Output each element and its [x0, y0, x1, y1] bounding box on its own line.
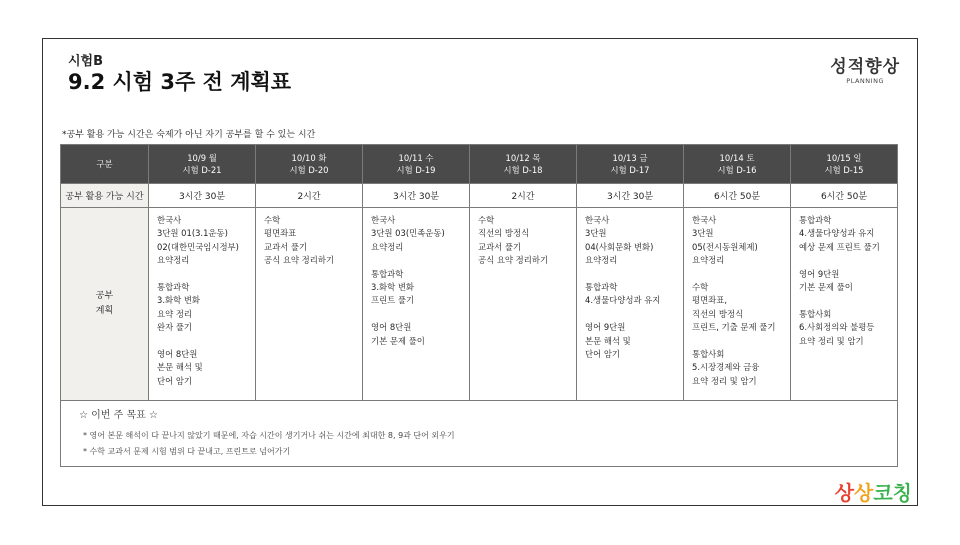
day-dday: 시험 D-18 [503, 165, 543, 175]
plan-cell [363, 208, 470, 401]
plan-line: 영어 8단원 [371, 322, 412, 333]
day-date: 10/12 목 [505, 153, 541, 163]
plan-line: 4.생물다양성과 유지 [585, 295, 661, 306]
day-header [577, 145, 684, 184]
day-date: 10/11 수 [398, 153, 434, 163]
plan-line: 공식 요약 정리하기 [264, 255, 335, 266]
plan-line: 영어 9단원 [585, 322, 626, 333]
day-date: 10/10 화 [291, 153, 327, 163]
plan-line: 직선의 방정식 [478, 228, 530, 239]
plan-line: 직선의 방정식 [692, 308, 744, 319]
plan-line [799, 294, 897, 307]
plan-cell [149, 208, 256, 401]
plan-line [371, 254, 469, 267]
plan-line: 한국사 [371, 215, 396, 225]
plan-line: 한국사 [157, 215, 182, 225]
plan-line: 완자 풀기 [157, 322, 193, 333]
plan-line: 단어 암기 [585, 349, 621, 360]
logo-sub-text: PLANNING [846, 77, 884, 85]
available-time-cell: 3시간 30분 [577, 184, 684, 208]
plan-line: 요약 정리 및 암기 [799, 335, 864, 346]
available-time-cell: 3시간 30분 [363, 184, 470, 208]
brand-logo [835, 477, 912, 506]
available-time-row [61, 184, 898, 208]
plan-line: 04(사회문화 변화) [585, 241, 654, 252]
plan-line: 3단원 03(민족운동) [371, 228, 445, 239]
available-time-cell: 2시간 [470, 184, 577, 208]
plan-cell [791, 208, 898, 401]
plan-line: 영어 8단원 [157, 349, 198, 360]
plan-line: 3단원 01(3.1운동) [157, 228, 228, 239]
plan-line: 통합과학 [585, 282, 618, 293]
plan-line [692, 335, 790, 348]
day-dday: 시험 D-15 [824, 165, 864, 175]
plan-line [585, 308, 683, 321]
plan-line [692, 268, 790, 281]
day-dday: 시험 D-21 [182, 165, 222, 175]
plan-label-line: 공부 [95, 291, 114, 301]
plan-line: 교과서 풀기 [264, 241, 308, 252]
weekly-goals-box [60, 398, 898, 467]
goals-title: ☆ 이번 주 목표 ☆ [79, 410, 158, 421]
day-header [149, 145, 256, 184]
day-header [684, 145, 791, 184]
plan-cell [256, 208, 363, 401]
available-time-cell: 3시간 30분 [149, 184, 256, 208]
plan-line: 5.시장경제와 금융 [692, 362, 760, 373]
plan-line [799, 254, 897, 267]
plan-line: 프린트, 기출 문제 풀기 [692, 322, 776, 333]
available-time-cell: 6시간 50분 [684, 184, 791, 208]
study-plan-label [61, 208, 149, 401]
plan-cell [470, 208, 577, 401]
plan-line: 공식 요약 정리하기 [478, 255, 549, 266]
day-dday: 시험 D-19 [396, 165, 436, 175]
day-header [256, 145, 363, 184]
goal-item: * 영어 본문 해석이 다 끝나지 않았기 때문에, 자습 시간이 생기거나 쉬는 시간에 최대한 8, 9과 단어 외우기 [83, 431, 455, 440]
plan-line: 요약 정리 [157, 308, 193, 319]
time-note: *공부 활용 가능 시간은 숙제가 아닌 자기 공부를 할 수 있는 시간 [62, 130, 316, 140]
plan-line: 요약정리 [157, 255, 190, 266]
plan-line: 통합과학 [371, 268, 404, 279]
brand-logo-part: 상 [834, 481, 855, 505]
available-time-cell: 6시간 50분 [791, 184, 898, 208]
planning-logo [830, 52, 900, 85]
day-header [791, 145, 898, 184]
plan-cell [684, 208, 791, 401]
plan-line: 본문 해석 및 [157, 362, 203, 373]
plan-line: 3단원 [692, 228, 714, 239]
plan-line: 요약정리 [692, 255, 725, 266]
available-time-cell: 2시간 [256, 184, 363, 208]
study-plan-row [61, 208, 898, 401]
plan-line: 한국사 [692, 215, 717, 225]
day-date: 10/15 일 [826, 153, 862, 163]
plan-line: 수학 [692, 282, 709, 293]
day-date: 10/14 토 [719, 153, 755, 163]
plan-line: 통합과학 [157, 282, 190, 293]
exam-subtitle: 시험B [68, 54, 104, 69]
plan-line: 3단원 [585, 228, 607, 239]
available-time-label: 공부 활용 가능 시간 [61, 184, 149, 208]
plan-line: 평면좌표 [264, 228, 297, 239]
plan-line: 통합과학 [799, 215, 832, 225]
header-row [61, 145, 898, 184]
plan-line: 수학 [264, 215, 281, 225]
plan-label-line: 계획 [95, 306, 114, 316]
plan-line: 단어 암기 [157, 375, 193, 386]
plan-line: 예상 문제 프린트 풀기 [799, 241, 880, 252]
logo-main-text: 성적향상 [830, 57, 900, 77]
plan-line: 통합사회 [799, 308, 832, 319]
day-header [470, 145, 577, 184]
plan-line: 평면좌표, [692, 295, 728, 306]
plan-line: 6.사회정의와 불평등 [799, 322, 875, 333]
plan-line: 수학 [478, 215, 495, 225]
plan-line [585, 268, 683, 281]
plan-line [157, 268, 255, 281]
plan-line: 기본 문제 풀이 [799, 282, 853, 293]
plan-line: 영어 9단원 [799, 268, 840, 279]
plan-line: 요약 정리 및 암기 [692, 375, 757, 386]
plan-line: 3.화학 변화 [157, 295, 201, 306]
plan-line: 3.화학 변화 [371, 282, 415, 293]
plan-line: 요약정리 [371, 241, 404, 252]
plan-line: 요약정리 [585, 255, 618, 266]
plan-line [157, 335, 255, 348]
day-date: 10/9 월 [187, 153, 217, 163]
day-header [363, 145, 470, 184]
day-dday: 시험 D-20 [289, 165, 329, 175]
day-dday: 시험 D-16 [717, 165, 757, 175]
plan-line: 프린트 풀기 [371, 295, 415, 306]
day-date: 10/13 금 [612, 153, 648, 163]
plan-line: 한국사 [585, 215, 610, 225]
plan-cell [577, 208, 684, 401]
corner-header: 구분 [61, 145, 149, 184]
plan-line: 02(대한민국임시정부) [157, 241, 239, 252]
day-dday: 시험 D-17 [610, 165, 650, 175]
brand-logo-part: 상 [854, 481, 874, 505]
page-title: 9.2 시험 3주 전 계획표 [68, 70, 292, 94]
goal-item: * 수학 교과서 문제 시험 범위 다 끝내고, 프린트로 넘어가기 [83, 447, 291, 456]
plan-line: 기본 문제 풀이 [371, 335, 425, 346]
brand-logo-part: 코칭 [873, 481, 912, 505]
plan-line: 4.생물다양성과 유지 [799, 228, 875, 239]
plan-line: 통합사회 [692, 349, 725, 360]
plan-line: 본문 해석 및 [585, 335, 631, 346]
plan-line [371, 308, 469, 321]
plan-line: 05(전시동원체제) [692, 241, 758, 252]
plan-line: 교과서 풀기 [478, 241, 522, 252]
study-plan-table [60, 144, 898, 401]
